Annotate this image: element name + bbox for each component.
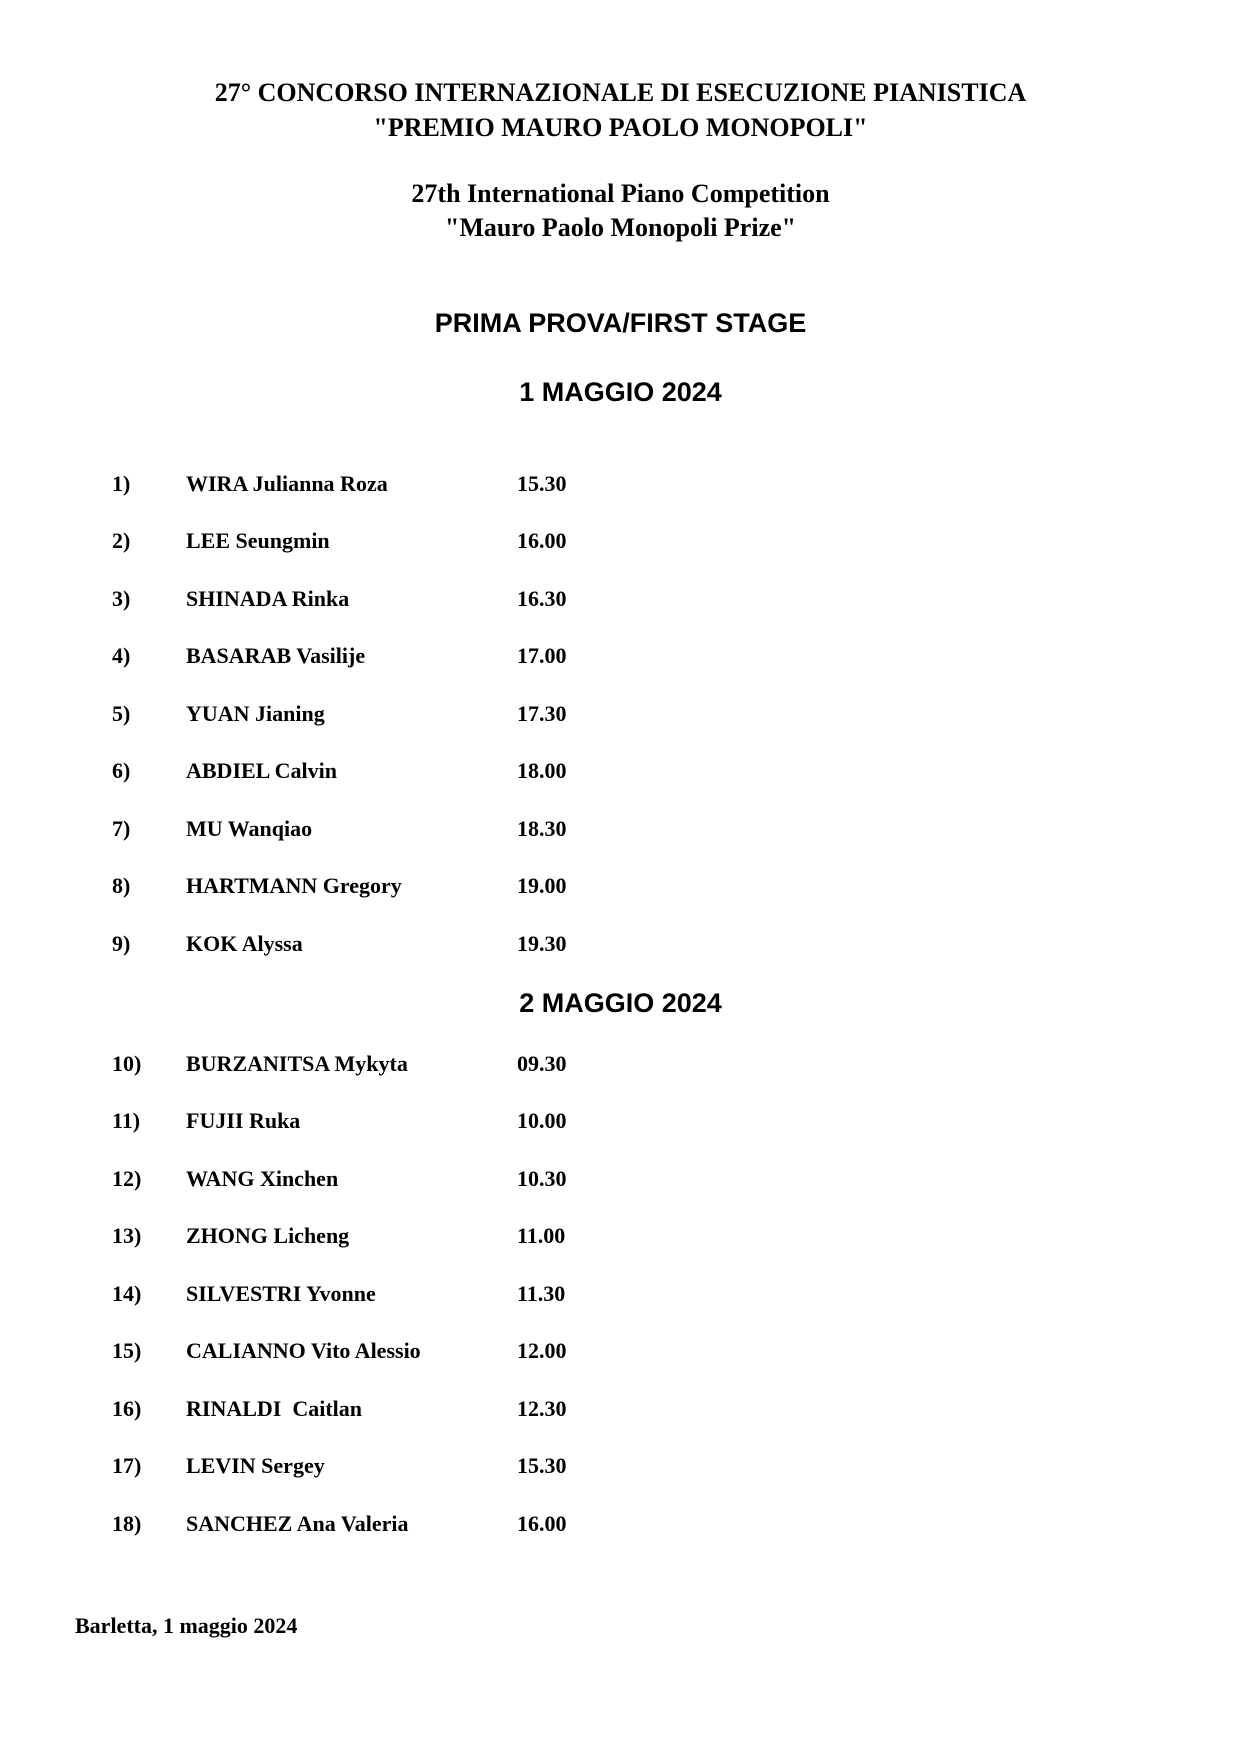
competition-title-en: 27th International Piano Competition [411, 179, 830, 208]
schedule-row [0, 639, 1241, 673]
schedule-row [0, 582, 1241, 616]
performer-name: YUAN Jianing [186, 701, 325, 726]
performer-name: CALIANNO Vito Alessio [186, 1338, 421, 1363]
day-heading: 2 MAGGIO 2024 [519, 988, 722, 1018]
competition-title-it: 27° CONCORSO INTERNAZIONALE DI ESECUZIONE PIANISTICA [214, 78, 1027, 107]
performer-name: FUJII Ruka [186, 1108, 301, 1133]
performer-name: RINALDI Caitlan [186, 1396, 363, 1421]
schedule-row [0, 1104, 1241, 1138]
schedule-row [0, 1219, 1241, 1253]
entry-number: 12) [112, 1166, 142, 1191]
performance-time: 11.00 [517, 1223, 566, 1248]
performance-time: 12.30 [517, 1396, 567, 1421]
prize-title-it: "PREMIO MAURO PAOLO MONOPOLI" [373, 113, 868, 142]
schedule-row [0, 1047, 1241, 1081]
prize-title-en: "Mauro Paolo Monopoli Prize" [444, 213, 797, 242]
place-and-date: Barletta, 1 maggio 2024 [75, 1613, 298, 1638]
schedule-row [0, 1334, 1241, 1368]
entry-number: 3) [112, 586, 131, 611]
schedule-row [0, 524, 1241, 558]
performance-time: 12.00 [517, 1338, 567, 1363]
performer-name: ABDIEL Calvin [186, 758, 337, 783]
performance-time: 15.30 [517, 1453, 567, 1478]
schedule-row [0, 697, 1241, 731]
entry-number: 16) [112, 1396, 142, 1421]
performer-name: LEVIN Sergey [186, 1453, 325, 1478]
performer-name: LEE Seungmin [186, 528, 330, 553]
entry-number: 11) [112, 1108, 141, 1133]
entry-number: 6) [112, 758, 131, 783]
schedule-row [0, 812, 1241, 846]
schedule-row [0, 1392, 1241, 1426]
performer-name: HARTMANN Gregory [186, 873, 402, 898]
schedule-row [0, 927, 1241, 961]
entry-number: 1) [112, 471, 131, 496]
performance-time: 10.30 [517, 1166, 567, 1191]
performance-time: 16.00 [517, 1511, 567, 1536]
entry-number: 10) [112, 1051, 142, 1076]
performance-time: 15.30 [517, 471, 567, 496]
entry-number: 13) [112, 1223, 142, 1248]
entry-number: 18) [112, 1511, 142, 1536]
entry-number: 2) [112, 528, 131, 553]
performer-name: KOK Alyssa [186, 931, 303, 956]
performer-name: BURZANITSA Mykyta [186, 1051, 408, 1076]
performance-time: 18.30 [517, 816, 567, 841]
schedule-row [0, 869, 1241, 903]
entry-number: 5) [112, 701, 131, 726]
schedule-row [0, 1507, 1241, 1541]
performer-name: BASARAB Vasilije [186, 643, 366, 668]
schedule-row [0, 1277, 1241, 1311]
entry-number: 7) [112, 816, 131, 841]
performance-time: 18.00 [517, 758, 567, 783]
performer-name: MU Wanqiao [186, 816, 313, 841]
performance-time: 19.00 [517, 873, 567, 898]
performer-name: WIRA Julianna Roza [186, 471, 388, 496]
performance-time: 10.00 [517, 1108, 567, 1133]
performance-time: 19.30 [517, 931, 567, 956]
day-heading: 1 MAGGIO 2024 [519, 377, 722, 407]
performer-name: SILVESTRI Yvonne [186, 1281, 376, 1306]
entry-number: 9) [112, 931, 131, 956]
performance-time: 16.00 [517, 528, 567, 553]
performance-time: 16.30 [517, 586, 567, 611]
performer-name: WANG Xinchen [186, 1166, 339, 1191]
schedule-row [0, 754, 1241, 788]
schedule-row [0, 1449, 1241, 1483]
performance-time: 17.30 [517, 701, 567, 726]
performer-name: ZHONG Licheng [186, 1223, 350, 1248]
entry-number: 4) [112, 643, 131, 668]
performer-name: SANCHEZ Ana Valeria [186, 1511, 409, 1536]
performance-time: 11.30 [517, 1281, 566, 1306]
schedule-row [0, 1162, 1241, 1196]
stage-heading: PRIMA PROVA/FIRST STAGE [434, 308, 807, 338]
entry-number: 15) [112, 1338, 142, 1363]
performance-time: 09.30 [517, 1051, 567, 1076]
schedule-row [0, 467, 1241, 501]
performance-time: 17.00 [517, 643, 567, 668]
entry-number: 14) [112, 1281, 142, 1306]
entry-number: 17) [112, 1453, 142, 1478]
entry-number: 8) [112, 873, 131, 898]
performer-name: SHINADA Rinka [186, 586, 350, 611]
